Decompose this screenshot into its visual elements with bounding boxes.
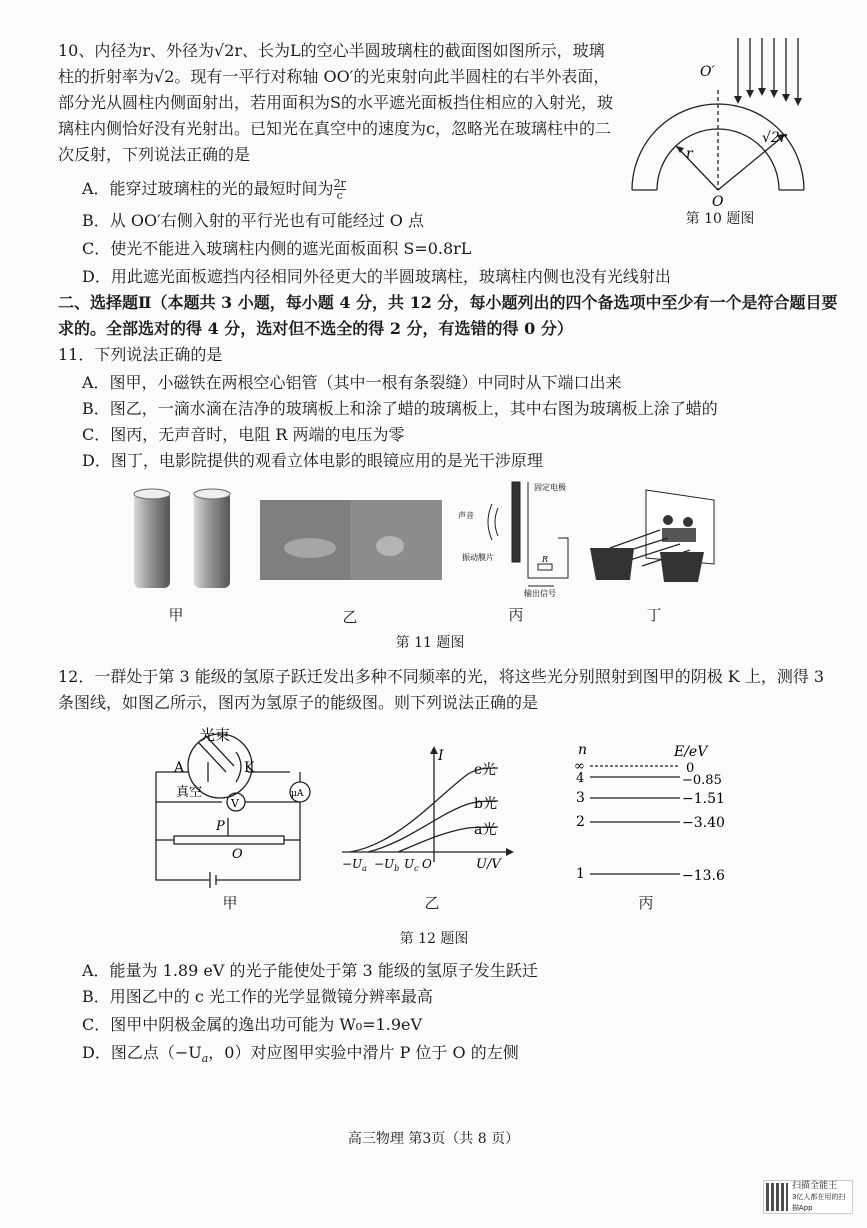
q12-stem: 12．一群处于第 3 能级的氢原子跃迁发出多种不同频率的光，将这些光分别照射到图甲的阴极 K 上，测得 3 条图线，如图乙所示，图丙为氢原子的能级图。则下列说法正确的是 bbox=[58, 667, 825, 712]
q11-fig-ding-cinema bbox=[590, 486, 720, 586]
yi-label-ub bbox=[374, 857, 399, 873]
q10-option-b[interactable]: B．从 OO′右侧入射的平行光也有可能经过 O 点 bbox=[82, 211, 425, 230]
q12-option-c[interactable]: C．图甲中阴极金属的逸出功可能为 W₀=1.9eV bbox=[82, 1015, 423, 1034]
bing-label-sound: 声音 bbox=[458, 511, 474, 520]
q12-option-d-post: ，0）对应图甲实验中滑片 P 位于 O 的左侧 bbox=[208, 1043, 519, 1062]
levels-e-label: E/eV bbox=[674, 744, 708, 760]
q11-option-b[interactable]: B．图乙，一滴水滴在洁净的玻璃板上和涂了蜡的玻璃板上，其中右图为玻璃板上涂了蜡的 bbox=[82, 399, 718, 418]
q11-label-yi: 乙 bbox=[342, 608, 358, 626]
q11-fig-yi-droplets bbox=[260, 500, 442, 580]
q12-fig-jia-circuit bbox=[148, 722, 328, 892]
yi-label-ua-main: −U bbox=[342, 857, 363, 871]
q12-label-yi: 乙 bbox=[424, 894, 440, 912]
bing-label-r: R bbox=[542, 555, 549, 564]
fraction bbox=[334, 178, 346, 201]
scanner-sub: 3亿人都在用的扫描App bbox=[791, 1192, 846, 1212]
bing-label-diaphragm: 振动膜片 bbox=[462, 553, 494, 562]
level-n-2: 2 bbox=[576, 814, 585, 830]
q10-option-d[interactable]: D．用此遮光面板遮挡内径相同外径更大的半圆玻璃柱，玻璃柱内侧也没有光线射出 bbox=[82, 267, 671, 286]
level-e-inf: 0 bbox=[686, 761, 695, 776]
levels-n-label: n bbox=[578, 742, 588, 758]
bing-label-fixed: 固定电极 bbox=[534, 483, 566, 492]
q11-label-ding: 丁 bbox=[646, 606, 662, 624]
q10-figure bbox=[620, 30, 820, 230]
q11-option-c[interactable]: C．图丙，无声音时，电阻 R 两端的电压为零 bbox=[82, 425, 405, 444]
yi-label-ua bbox=[342, 857, 367, 873]
yi-label-c: c光 bbox=[474, 762, 496, 778]
level-n-4: 4 bbox=[576, 771, 585, 786]
q11-fig-jia-tubes bbox=[126, 484, 236, 594]
q11-stem: 11．下列说法正确的是 bbox=[58, 345, 223, 364]
level-e-4: −0.85 bbox=[682, 773, 722, 788]
yi-label-ub-main: −U bbox=[374, 857, 395, 871]
yi-label-b: b光 bbox=[474, 796, 497, 812]
scanner-title: 扫描全能王 bbox=[791, 1180, 837, 1191]
level-n-3: 3 bbox=[576, 790, 585, 806]
q10-option-a-text: A．能穿过玻璃柱的光的最短时间为 bbox=[82, 179, 334, 198]
q12-fig-bing-levels bbox=[570, 740, 750, 890]
q12-label-jia: 甲 bbox=[222, 894, 238, 912]
yi-label-i: I bbox=[438, 748, 444, 764]
section-2-header: 二、选择题Ⅱ（本题共 3 小题，每小题 4 分，共 12 分，每小题列出的四个备选项中至少有一个是符合题目要求的。全部选对的得 4 分，选对但不选全的得 2 分，有选错的得 0 分） bbox=[58, 293, 838, 338]
yi-label-o: O bbox=[422, 857, 432, 871]
level-n-inf: ∞ bbox=[574, 759, 585, 774]
q11-label-bing: 丙 bbox=[508, 606, 524, 624]
jia-label-o: O bbox=[232, 847, 243, 862]
yi-label-ub-sub: b bbox=[394, 864, 400, 873]
jia-label-ua: μA bbox=[291, 789, 304, 799]
q10-option-c[interactable]: C．使光不能进入玻璃柱内侧的遮光面板面积 S=0.8rL bbox=[82, 239, 472, 258]
q10-fig-caption: 第 10 题图 bbox=[685, 211, 755, 227]
q12-option-a[interactable]: A．能量为 1.89 eV 的光子能使处于第 3 能级的氢原子发生跃迁 bbox=[82, 961, 538, 980]
level-e-2: −3.40 bbox=[682, 815, 725, 831]
yi-label-uc bbox=[404, 857, 419, 873]
yi-label-uc-sub: c bbox=[414, 864, 419, 873]
jia-label-vac: 真空 bbox=[176, 785, 203, 800]
q11-option-a[interactable]: A．图甲，小磁铁在两根空心铝管（其中一根有条裂缝）中同时从下端口出来 bbox=[82, 373, 622, 392]
level-e-1: −13.6 bbox=[682, 868, 725, 884]
fraction-numerator: 2r bbox=[333, 177, 346, 190]
q12-fig-caption: 第 12 题图 bbox=[399, 931, 469, 947]
q12-option-d-pre: D．图乙点（−U bbox=[82, 1043, 202, 1062]
bing-label-out: 输出信号 bbox=[524, 589, 556, 598]
page-footer: 高三物理 第3页（共 8 页） bbox=[347, 1131, 520, 1147]
jia-label-k: K bbox=[244, 760, 255, 776]
q10-label-r: r bbox=[686, 146, 693, 162]
jia-label-v: V bbox=[231, 797, 239, 810]
q12-option-b[interactable]: B．用图乙中的 c 光工作的光学显微镜分辨率最高 bbox=[82, 987, 433, 1006]
yi-label-uc-main: U bbox=[404, 857, 415, 871]
q10-stem: 10、内径为r、外径为√2r、长为L的空心半圆玻璃柱的截面图如图所示，玻璃柱的折射率为√2。现有一平行对称轴 OO′的光束射向此半圆柱的右半外表面，部分光从圆柱内侧面射出，若用面积为S的水平遮光面板挡住相应的入射光，玻璃柱内侧恰好没有光射出。已知光在真空中的速度为c，忽略光在玻璃柱中的二次反射，下列说法正确的是 bbox=[58, 41, 613, 164]
q11-option-d[interactable]: D．图丁，电影院提供的观看立体电影的眼镜应用的是光干涉原理 bbox=[82, 451, 543, 470]
yi-label-a: a光 bbox=[474, 822, 497, 838]
q10-label-o: O bbox=[712, 194, 724, 210]
jia-label-p: P bbox=[216, 819, 225, 834]
q11-label-jia: 甲 bbox=[168, 606, 184, 624]
q10-label-o-prime: O′ bbox=[700, 64, 715, 80]
q12-fig-yi-curves bbox=[338, 746, 518, 876]
scanner-watermark-text bbox=[792, 1181, 850, 1214]
q11-fig-caption: 第 11 题图 bbox=[395, 635, 465, 651]
q10-label-sqrt2r: √2r bbox=[762, 130, 787, 146]
fraction-denominator: c bbox=[336, 189, 343, 202]
jia-label-beam: 光束 bbox=[200, 726, 231, 744]
q11-fig-bing-mic bbox=[458, 478, 578, 598]
level-e-3: −1.51 bbox=[682, 791, 725, 807]
q12-label-bing: 丙 bbox=[638, 894, 654, 912]
yi-label-u: U/V bbox=[476, 857, 501, 872]
level-n-1: 1 bbox=[576, 866, 585, 882]
yi-label-ua-sub: a bbox=[362, 864, 367, 873]
q12-option-d-sub: a bbox=[201, 1052, 209, 1066]
q10-option-a[interactable] bbox=[82, 178, 346, 201]
q12-option-d[interactable] bbox=[82, 1042, 519, 1070]
scanner-watermark bbox=[763, 1180, 853, 1214]
jia-label-a: A bbox=[174, 760, 185, 776]
qr-code-icon bbox=[766, 1183, 788, 1211]
